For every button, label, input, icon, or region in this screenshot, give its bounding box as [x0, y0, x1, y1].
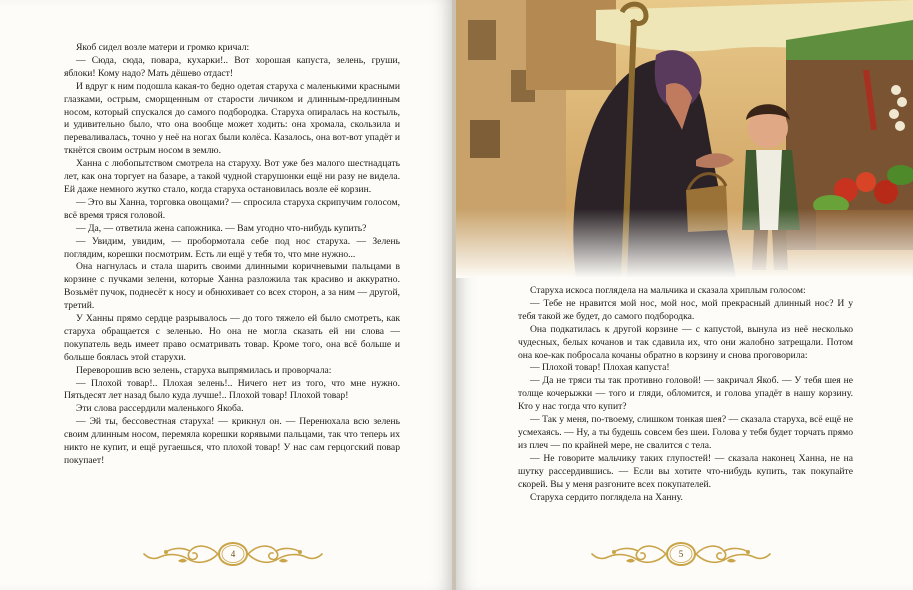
paragraph: Переворошив всю зелень, старуха выпрямилась и проворчала:	[76, 364, 332, 376]
paragraph: Старуха сердито поглядела на Ханну.	[530, 491, 683, 503]
paragraph: Она подкатилась к другой корзине — с капустой, вынула из неё несколько чудесных, белых кочанов и так сдавила их, что они жалобно затрещали. Потом она кое-как побросала кочаны обратно в корзину и снова проговорила:	[518, 323, 853, 361]
paragraph: И вдруг к ним подошла какая-то бедно одетая старуха с маленькими красными глазками, острым, сморщенным от старости личиком и длинным-предлинным носом, который спускался до самого подбородка. Старуха опиралась на костыль, и удивительно было, что она вообще может ходить: она хромала, скользила и переваливалась, точно у неё на ногах были колёса. Казалось, она вот-вот упадёт и ткнётся своим острым носом в землю.	[64, 80, 400, 157]
paragraph: Эти слова рассердили маленького Якоба.	[76, 403, 244, 415]
old-woman-and-boy-illustration-icon	[456, 0, 913, 278]
paragraph: — Плохой товар! Плохая капуста!	[530, 362, 670, 374]
paragraph: У Ханны прямо сердце разрывалось — до того тяжело ей было смотреть, как старуха обращается с зеленью. Но она не могла сказать ей ни слова — покупатель ведь имеет право осматривать товар. Кроме того, она всё больше и больше боялась этой старухи.	[64, 313, 400, 363]
paragraph: — Тебе не нравится мой нос, мой нос, мой прекрасный длинный нос? И у тебя такой же будет, до самого подбородка.	[518, 297, 853, 322]
page-number-left: 4	[230, 549, 236, 559]
page-number-right: 5	[678, 549, 684, 559]
paragraph: Якоб сидел возле матери и громко кричал:	[76, 42, 250, 53]
paragraph: — Да, — ответила жена сапожника. — Вам угодно что-нибудь купить?	[76, 222, 367, 234]
paragraph: Старуха искоса поглядела на мальчика и сказала хриплым голосом:	[530, 285, 806, 296]
paragraph: — Это вы Ханна, торговка овощами? — спросила старуха скрипучим голосом, всё время тряся головой.	[64, 196, 400, 221]
paragraph: — Да не тряси ты так противно головой! — закричал Якоб. — У тебя шея не толще кочерыжки — того и гляди, обломится, и голова упадёт в нашу корзину. Кто у нас тогда что купит?	[518, 375, 853, 413]
page-number-ornament-right	[586, 539, 776, 569]
paragraph: — Эй ты, бессовестная старуха! — крикнул он. — Перенюхала всю зелень своим длинным носом, перемяла корешки корявыми пальцами, так что теперь их никто не купит, и ещё ругаешься, что плохой товар! У нас сам герцогский повар покупает!	[64, 416, 400, 466]
left-page-text	[64, 42, 400, 468]
paragraph: Она нагнулась и стала шарить своими длинными коричневыми пальцами в корзине с пучками зелени, которые Ханна разложила так красиво и аккуратно. Возьмёт пучок, поднесёт к носу и обнюхивает со всех сторон, а за ним — другой, третий.	[64, 261, 400, 312]
right-page-text	[518, 285, 853, 504]
right-page	[456, 0, 913, 590]
paragraph: Ханна с любопытством смотрела на старуху. Вот уже без малого шестнадцать лет, как она торгует на базаре, а такой чудной старушонки ещё ни разу не видела. Ей даже немного жутко стало, когда старуха остановилась возле её корзин.	[64, 158, 400, 195]
paragraph: — Так у меня, по-твоему, слишком тонкая шея? — сказала старуха, всё ещё не усмехаясь. — Ну, а ты будешь совсем без шеи. Голова у тебя будет торчать прямо из плеч — по крайней мере, не свалится с тела.	[518, 414, 853, 451]
paragraph: — Не говорите мальчику таких глупостей! — сказала наконец Ханна, не на шутку рассердившись. — Если вы хотите что-нибудь купить, так покупайте скорей. Вы у меня разгоните всех покупателей.	[518, 452, 853, 490]
paragraph: — Сюда, сюда, повара, кухарки!.. Вот хорошая капуста, зелень, груши, яблоки! Кому надо? Мать дёшево отдаст!	[64, 54, 400, 79]
paragraph: — Увидим, увидим, — пробормотала себе под нос старуха. — Зелень поглядим, корешки посмотрим. Есть ли ещё у тебя то, что мне нужно...	[64, 235, 400, 260]
paragraph: — Плохой товар!.. Плохая зелень!.. Ничего нет из того, что мне нужно. Пятьдесят лет назад было куда лучше!.. Плохой товар! Плохой товар!	[64, 377, 400, 402]
page-number-ornament-left	[138, 539, 328, 569]
market-illustration	[456, 0, 913, 278]
left-page	[0, 0, 452, 590]
